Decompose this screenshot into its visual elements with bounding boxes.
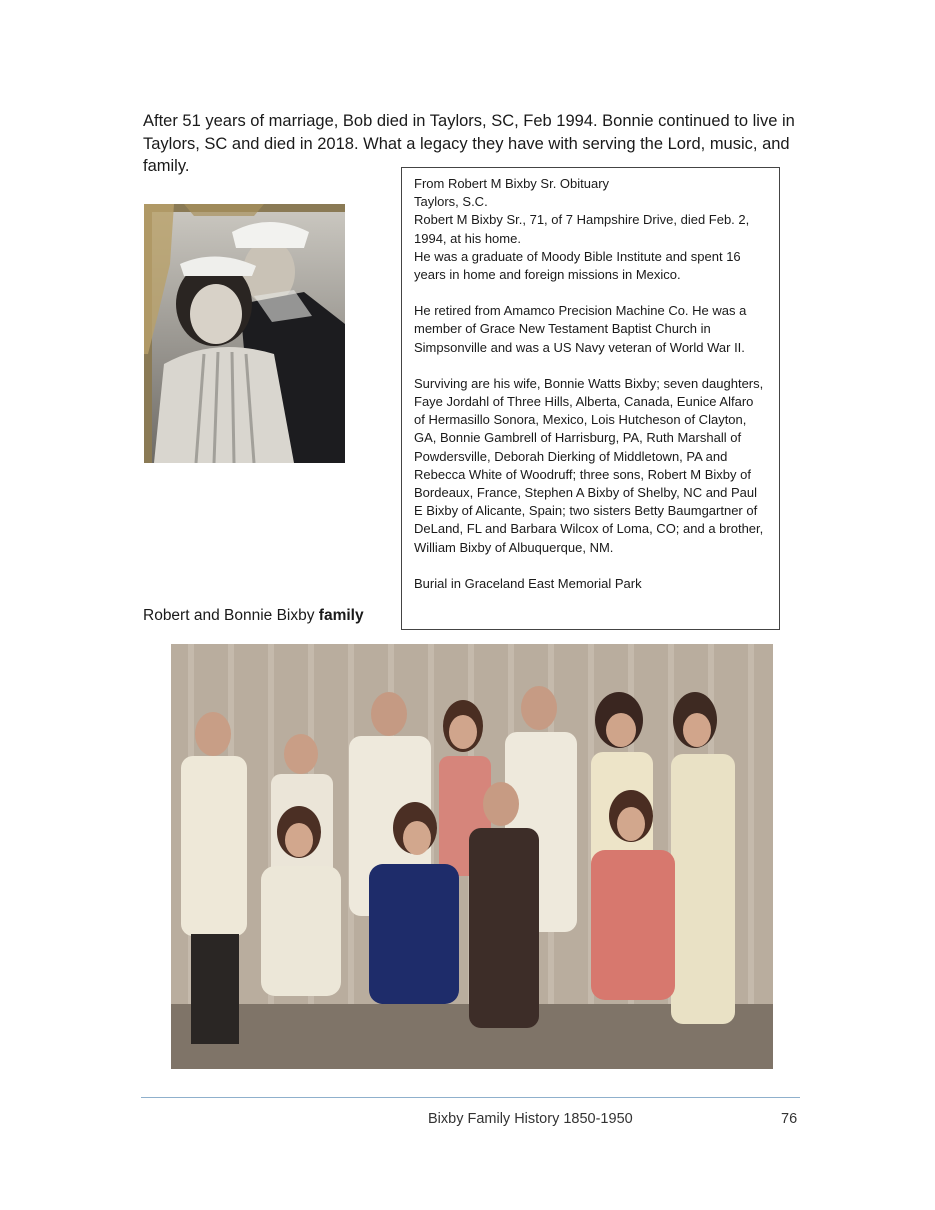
obituary-heading: From Robert M Bixby Sr. Obituary [414, 176, 610, 191]
page-number: 76 [781, 1111, 798, 1127]
obituary-line-1: Robert M Bixby Sr., 71, of 7 Hampshire Drive, died Feb. 2, 1994, at his home. [414, 212, 750, 246]
family-caption-text: Robert and Bonnie Bixby [143, 607, 319, 624]
footer-divider [141, 1097, 800, 1098]
obituary-location: Taylors, S.C. [414, 194, 488, 210]
obituary-line-2: He was a graduate of Moody Bible Institute and spent 16 years in home and foreign missions in Mexico. [414, 248, 741, 283]
obituary-box [401, 167, 780, 630]
obituary-burial: Burial in Graceland East Memorial Park [414, 575, 642, 591]
family-caption [143, 607, 364, 625]
obituary-paragraph-2: He retired from Amamco Precision Machine Co. He was a member of Grace New Testament Baptist Church in Simpsonville and was a US Navy veteran of World War II. [414, 303, 747, 355]
footer-title: Bixby Family History 1850-1950 [428, 1111, 633, 1127]
couple-portrait-image [144, 204, 345, 463]
family-caption-bold: family [318, 607, 364, 624]
intro-paragraph: After 51 years of marriage, Bob died in Taylors, SC, Feb 1994. Bonnie continued to live in Taylors, SC and died in 2018. What a legacy they have with serving the Lord, music, and family. [143, 112, 795, 175]
family-group-photo [171, 644, 773, 1069]
family-group-image [171, 644, 773, 1069]
couple-portrait-photo [144, 204, 345, 463]
obituary-survivors: Surviving are his wife, Bonnie Watts Bixby; seven daughters, Faye Jordahl of Three Hills, Alberta, Canada, Eunice Alfaro of Hermasillo Sonora, Mexico, Lois Hutcheson of Clayton, GA, Bonnie Gambrell of Harrisburg, PA, Ruth Marshall of Powdersville, Deborah Dierking of Middletown, PA and Rebecca White of Woodruff; three sons, Robert M Bixby of Bordeaux, France, Stephen A Bixby of Shelby, NC and Paul E Bixby of Alicante, Spain; two sisters Betty Baumgartner of DeLand, FL and Barbara Wilcox of Loma, CO; and a brother, William Bixby of Albuquerque, NM. [414, 375, 764, 555]
